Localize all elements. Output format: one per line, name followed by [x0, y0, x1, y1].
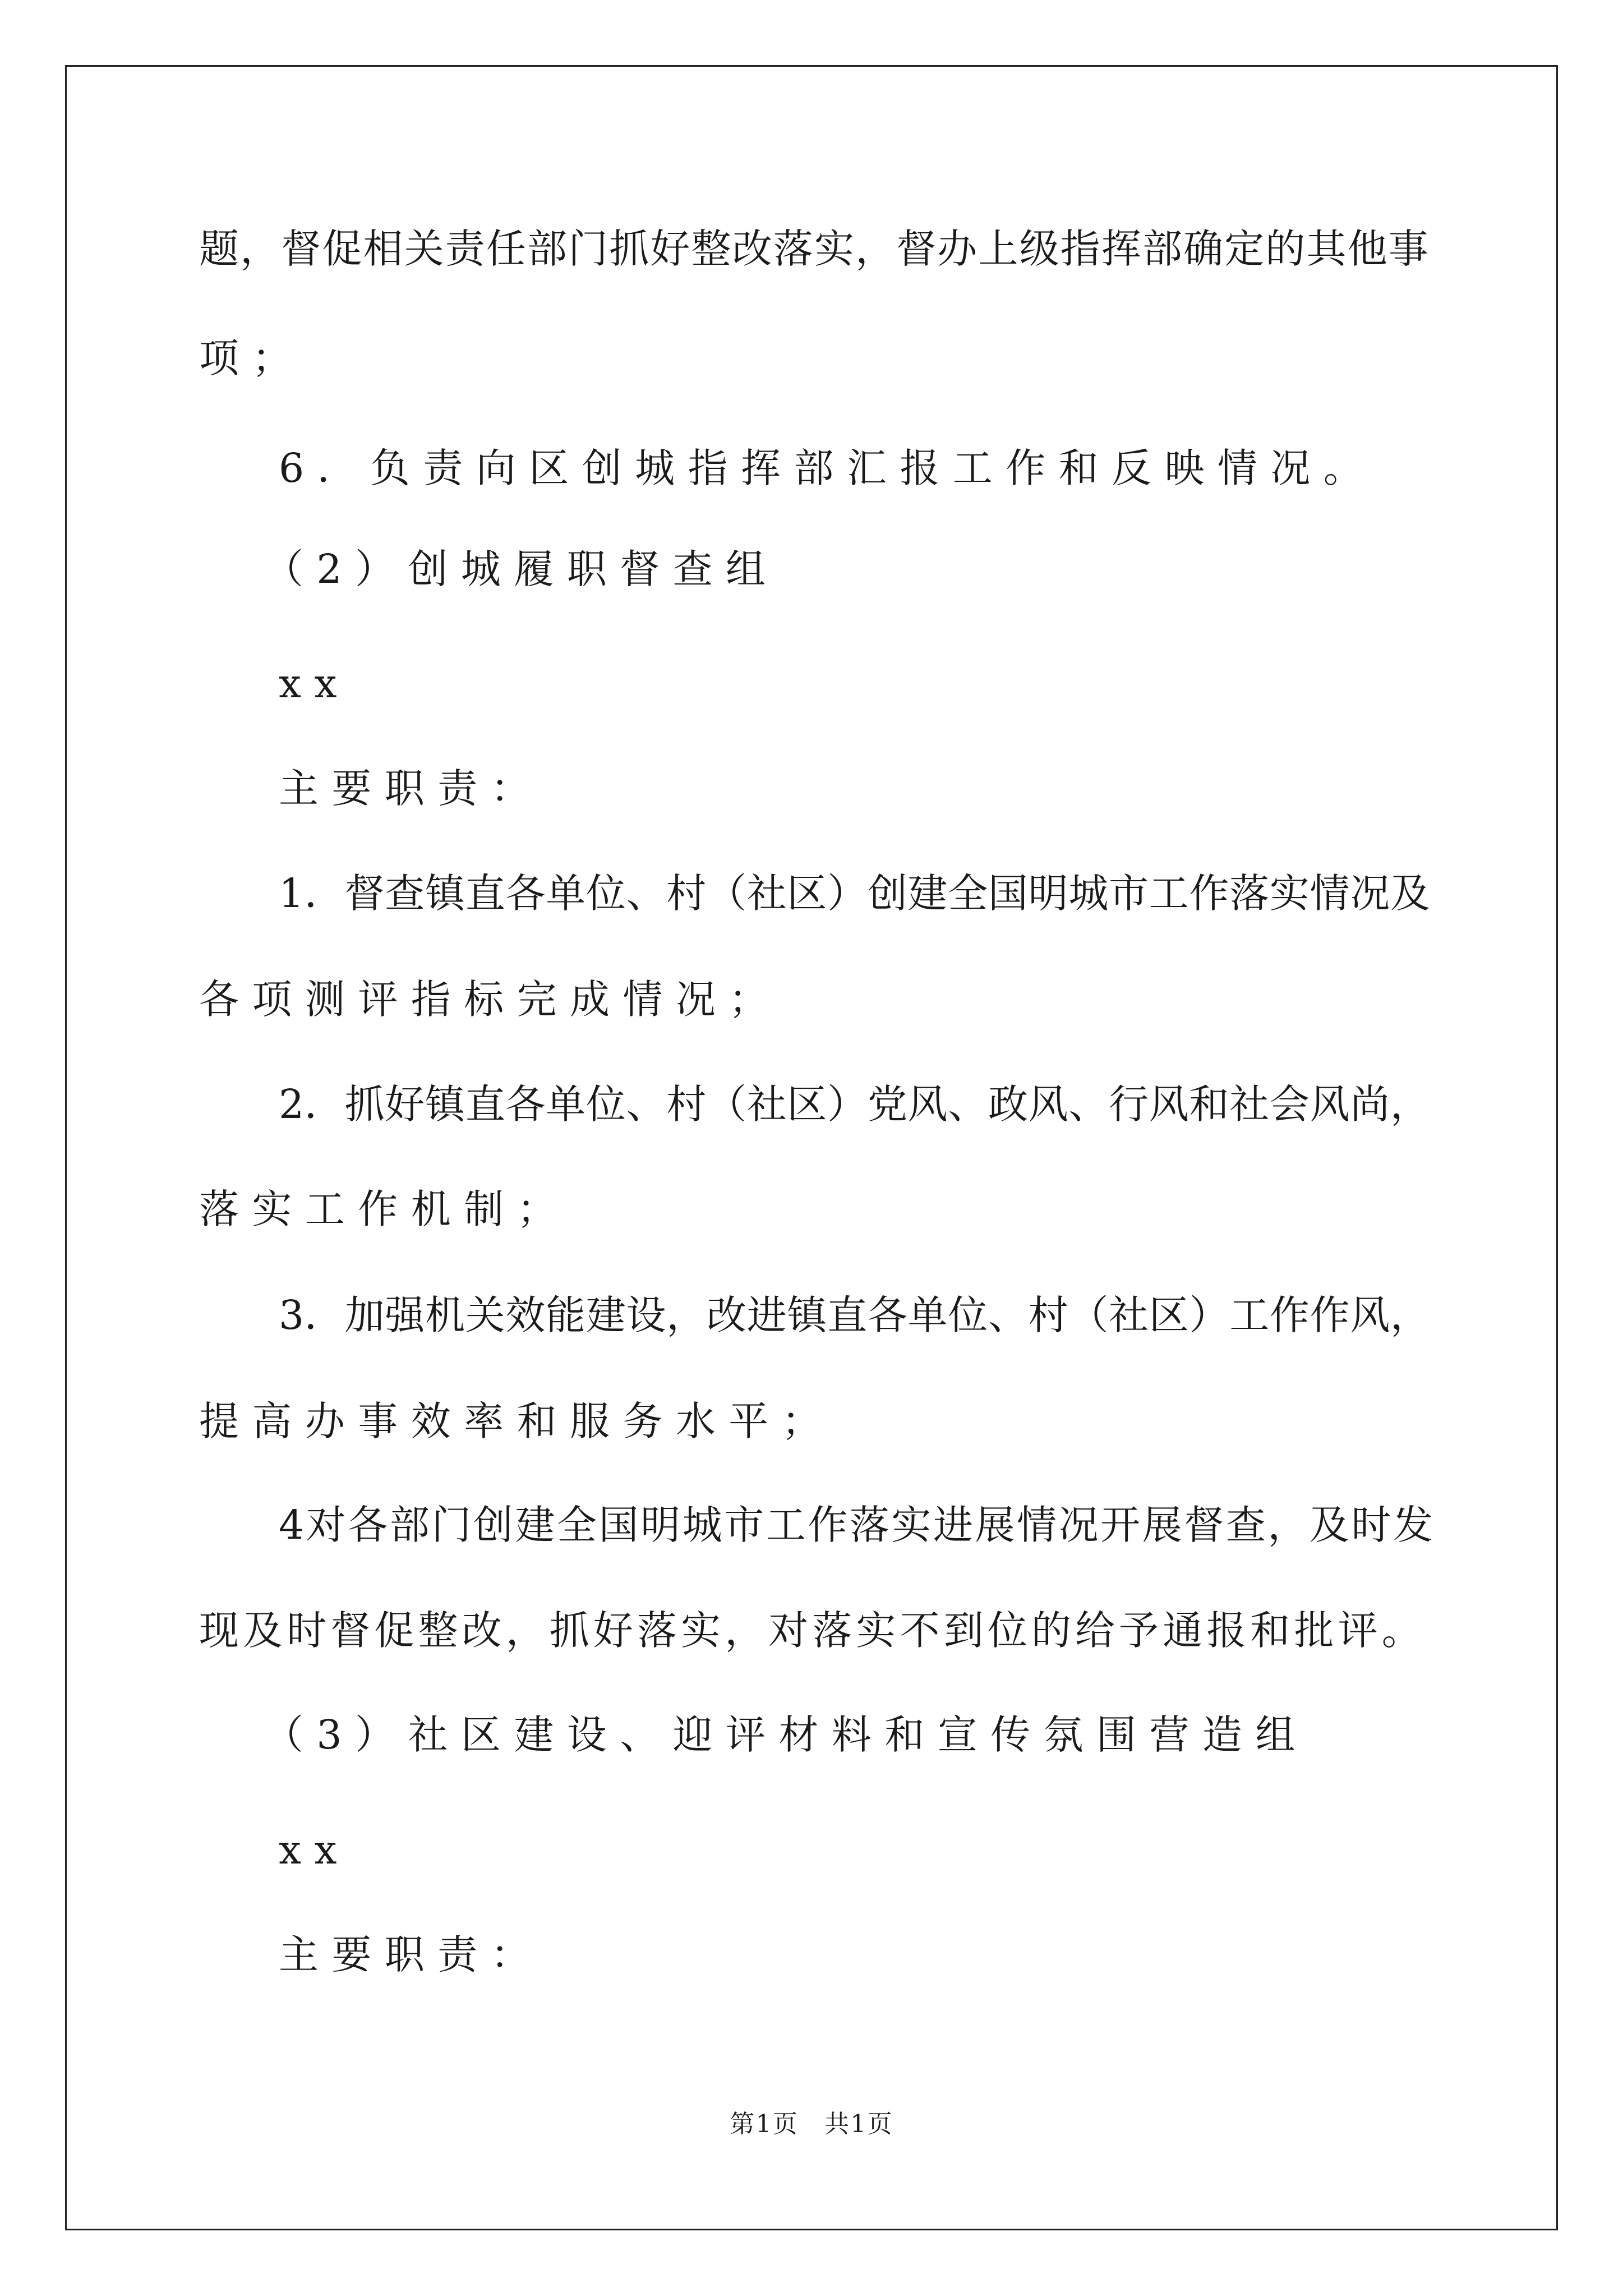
page-footer: 第1页 共1页 — [730, 2110, 893, 2138]
body-line: 落实工作机制； — [199, 1186, 570, 1232]
body-line: 现及时督促整改，抓好落实，对落实不到位的给予通报和批评。 — [199, 1607, 1426, 1654]
body-line: 4对各部门创建全国明城市工作落实进展情况开展督查，及时发 — [279, 1502, 1435, 1548]
body-line: 题，督促相关责任部门抓好整改落实，督办上级指挥部确定的其他事 — [199, 226, 1430, 272]
body-line: 提高办事效率和服务水平； — [199, 1398, 835, 1444]
body-line: 1．督查镇直各单位、村（社区）创建全国明城市工作落实情况及 — [279, 870, 1431, 917]
body-line: 2．抓好镇直各单位、村（社区）党风、政风、行风和社会风尚， — [279, 1081, 1431, 1128]
body-line: 主要职责： — [279, 765, 544, 812]
body-line: 各项测评指标完成情况； — [199, 976, 782, 1023]
body-line: 项； — [199, 335, 305, 381]
body-line: xx — [279, 1826, 350, 1873]
body-line: 主要职责： — [279, 1931, 544, 1978]
section-heading: （3）社区建设、迎评材料和宣传氛围营造组 — [264, 1711, 1308, 1758]
section-heading: （2）创城履职督查组 — [264, 546, 779, 592]
body-line: 6．负责向区创城指挥部汇报工作和反映情况。 — [279, 445, 1377, 491]
body-line: 3．加强机关效能建设，改进镇直各单位、村（社区）工作作风， — [279, 1292, 1431, 1338]
page-border — [65, 65, 1558, 2230]
body-line: xx — [279, 660, 350, 707]
